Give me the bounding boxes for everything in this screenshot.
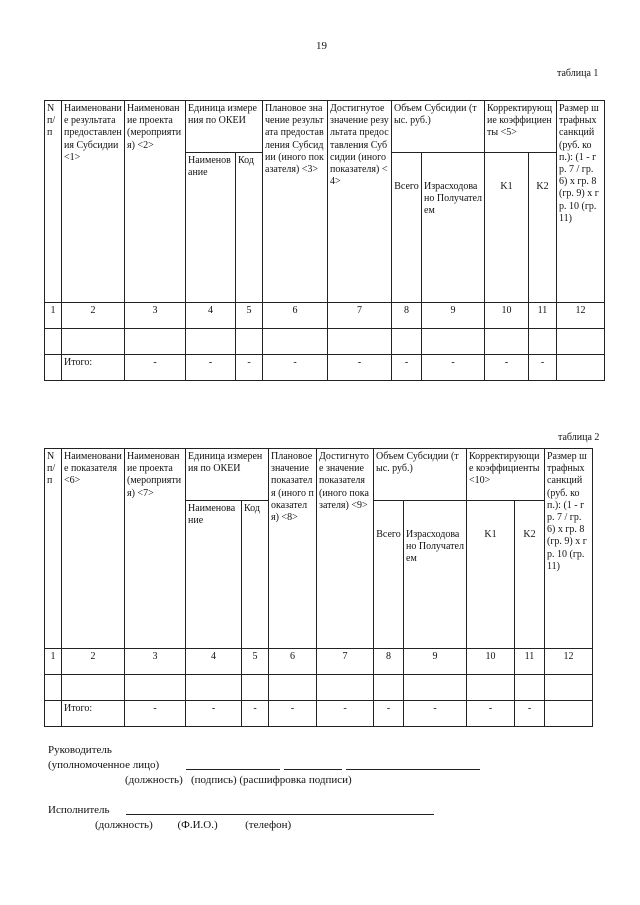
t1-total-cell: -: [236, 355, 263, 381]
executor-line: [126, 804, 434, 815]
executor-label: Исполнитель: [48, 804, 110, 816]
t1-header-k1: K1: [485, 153, 529, 303]
t2-colnum: 10: [467, 649, 515, 675]
t1-header-k2: K2: [529, 153, 557, 303]
t2-colnum: 3: [125, 649, 186, 675]
t2-header-k2: K2: [515, 501, 545, 649]
t2-colnum: 6: [269, 649, 317, 675]
table1: [44, 100, 605, 381]
t2-colnum: 7: [317, 649, 374, 675]
t1-header-result: Наименование результата предоставления Субсидии <1>: [62, 101, 125, 303]
table2: [44, 448, 593, 727]
t2-header-fine: Размер штрафных санкций (руб. коп.): (1 - гр. 7 / гр. 6) x гр. 8 (гр. 9) x гр. 10 (гр. 11): [545, 449, 593, 649]
t2-header-k1: K1: [467, 501, 515, 649]
t1-header-unit-code: Код: [236, 153, 263, 303]
t1-total-label: Итого:: [62, 355, 125, 381]
t2-total-cell: -: [515, 701, 545, 727]
head-name-line: [346, 759, 480, 770]
t1-colnum: 7: [328, 303, 392, 329]
t2-total-cell: -: [317, 701, 374, 727]
t2-colnum: 1: [45, 649, 62, 675]
t1-empty-row: [45, 329, 605, 355]
t2-colnum: 4: [186, 649, 242, 675]
t1-colnum: 6: [263, 303, 328, 329]
t2-column-numbers-row: [45, 649, 593, 675]
t1-colnum: 4: [186, 303, 236, 329]
t1-total-cell: -: [328, 355, 392, 381]
t1-total-row: [45, 355, 605, 381]
t2-header-vol-spent: Израсходовано Получателем: [404, 501, 467, 649]
t1-header-achieved: Достигнутое значение результата предоставления Субсидии (иного показателя) <4>: [328, 101, 392, 303]
t2-total-cell: -: [125, 701, 186, 727]
t2-total-cell: -: [186, 701, 242, 727]
t1-header-project: Наименование проекта (мероприятия) <2>: [125, 101, 186, 303]
t2-header-plan: Плановое значение показателя (иного показателя) <8>: [269, 449, 317, 649]
t1-header-corr: Корректирующие коэффициенты <5>: [485, 101, 557, 153]
t1-total-cell: -: [422, 355, 485, 381]
t2-total-cell: -: [269, 701, 317, 727]
t1-header-plan: Плановое значение результата предоставления Субсидии (иного показателя) <3>: [263, 101, 328, 303]
executor-captions: (должность) (Ф.И.О.) (телефон): [95, 819, 292, 831]
t1-header-unit-name: Наименование: [186, 153, 236, 303]
t2-header-vol-all: Всего: [374, 501, 404, 649]
t2-header-achieved: Достигнутое значение показателя (иного показателя) <9>: [317, 449, 374, 649]
t1-colnum: 10: [485, 303, 529, 329]
t2-header-volume: Объем Субсидии (тыс. руб.): [374, 449, 467, 501]
t1-colnum: 2: [62, 303, 125, 329]
t1-total-cell: -: [186, 355, 236, 381]
head-sub-label: (уполномоченное лицо): [48, 759, 160, 771]
t1-colnum: 9: [422, 303, 485, 329]
t2-header-indicator: Наименование показателя <6>: [62, 449, 125, 649]
t1-colnum: 3: [125, 303, 186, 329]
t2-colnum: 12: [545, 649, 593, 675]
t1-header-unit: Единица измерения по ОКЕИ: [186, 101, 263, 153]
t1-total-cell: -: [125, 355, 186, 381]
head-label: Руководитель: [48, 744, 112, 756]
t2-total-cell: -: [467, 701, 515, 727]
t1-colnum: 11: [529, 303, 557, 329]
t1-total-cell: -: [392, 355, 422, 381]
t2-empty-row: [45, 675, 593, 701]
t2-colnum: 11: [515, 649, 545, 675]
page-number: 19: [316, 40, 327, 52]
t2-header-num: N п/п: [45, 449, 62, 649]
t1-colnum: 8: [392, 303, 422, 329]
t1-total-cell: -: [263, 355, 328, 381]
t1-column-numbers-row: [45, 303, 605, 329]
head-captions: (должность) (подпись) (расшифровка подписи): [125, 774, 352, 786]
t2-colnum: 8: [374, 649, 404, 675]
t1-total-cell: -: [529, 355, 557, 381]
t2-header-corr: Корректирующие коэффициенты <10>: [467, 449, 545, 501]
head-signature-line: [284, 759, 342, 770]
t2-total-label: Итого:: [62, 701, 125, 727]
head-position-line: [186, 759, 280, 770]
table2-label: таблица 2: [558, 432, 600, 443]
t1-header-vol-all: Всего: [392, 153, 422, 303]
t1-total-cell: -: [485, 355, 529, 381]
t1-header-fine: Размер штрафных санкций (руб. коп.): (1 - гр. 7 / гр. 6) x гр. 8 (гр. 9) x гр. 10 (гр. 11): [557, 101, 605, 303]
t1-header-num: N п/п: [45, 101, 62, 303]
t2-colnum: 5: [242, 649, 269, 675]
t2-header-unit-code: Код: [242, 501, 269, 649]
t1-colnum: 5: [236, 303, 263, 329]
t1-header-volume: Объем Субсидии (тыс. руб.): [392, 101, 485, 153]
t1-colnum: 12: [557, 303, 605, 329]
t2-total-cell: -: [404, 701, 467, 727]
t2-colnum: 2: [62, 649, 125, 675]
table1-label: таблица 1: [557, 68, 599, 79]
t2-colnum: 9: [404, 649, 467, 675]
t2-total-cell: -: [374, 701, 404, 727]
t2-total-cell: -: [242, 701, 269, 727]
t2-header-project: Наименование проекта (мероприятия) <7>: [125, 449, 186, 649]
t1-colnum: 1: [45, 303, 62, 329]
t2-header-unit-name: Наименование: [186, 501, 242, 649]
t1-header-vol-spent: Израсходовано Получателем: [422, 153, 485, 303]
t2-header-unit: Единица измерения по ОКЕИ: [186, 449, 269, 501]
t2-total-row: [45, 701, 593, 727]
